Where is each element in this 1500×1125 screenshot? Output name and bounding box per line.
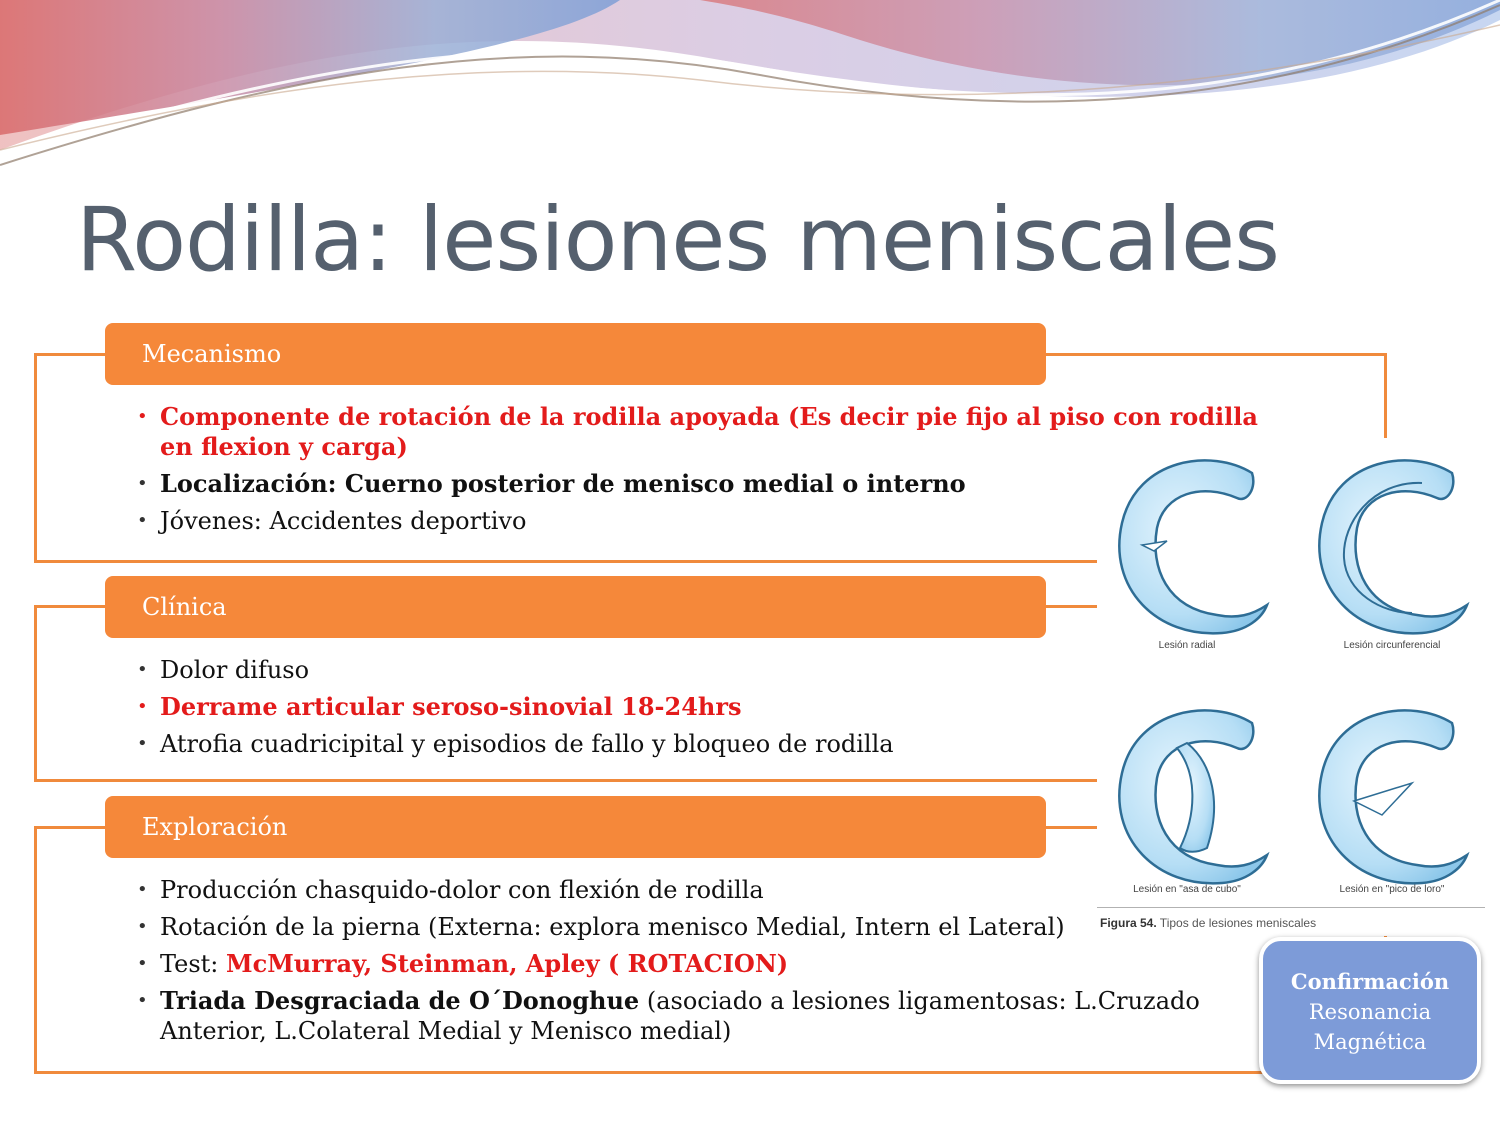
clinica-item-dolor: Dolor difuso xyxy=(160,656,310,684)
list-item xyxy=(137,875,1237,905)
exploracion-header: Exploración xyxy=(105,796,1046,858)
mecanismo-item-rotacion: Componente de rotación de la rodilla apoyada (Es decir pie fijo al piso con rodilla en flexion y carga) xyxy=(160,402,1258,461)
list-item xyxy=(137,729,1137,759)
label-parrot-beak: Lesión en "pico de loro" xyxy=(1339,884,1445,895)
exploracion-item-rotacion: Rotación de la pierna (Externa: explora menisco Medial, Intern el Lateral) xyxy=(160,913,1065,941)
exploracion-item-chasquido: Producción chasquido-dolor con flexión de rodilla xyxy=(160,876,764,904)
label-radial: Lesión radial xyxy=(1158,640,1216,651)
meniscus-illustrations xyxy=(1097,438,1485,908)
list-item xyxy=(137,692,1137,722)
confirmation-title: Confirmación xyxy=(1290,969,1450,994)
figure-caption-number: Figura 54. xyxy=(1100,916,1157,930)
meniscal-lesions-figure xyxy=(1097,438,1485,936)
figure-caption xyxy=(1100,916,1316,930)
mecanismo-item-localizacion: Localización: Cuerno posterior de menisco medial o interno xyxy=(160,469,966,498)
list-item xyxy=(137,655,1137,685)
meniscus-parrot-beak-icon xyxy=(1319,710,1467,883)
confirmation-box xyxy=(1259,937,1481,1084)
mecanismo-header: Mecanismo xyxy=(105,323,1046,385)
confirmation-line2: Magnética xyxy=(1313,1030,1427,1054)
clinica-list xyxy=(137,655,1137,766)
figure-caption-text: Tipos de lesiones meniscales xyxy=(1156,916,1317,930)
label-circumferential: Lesión circunferencial xyxy=(1343,640,1441,651)
exploracion-item-triada-title: Triada Desgraciada de O´Donoghue xyxy=(160,986,640,1015)
exploracion-item-triada-desc: (asociado a lesiones ligamentosas: L.Cruzado Anterior, L.Colateral Medial y Menisco medial) xyxy=(160,987,1200,1045)
list-item xyxy=(137,986,1237,1046)
meniscus-radial-icon xyxy=(1119,460,1267,633)
clinica-header: Clínica xyxy=(105,576,1046,638)
exploracion-item-test-names: McMurray, Steinman, Apley ( ROTACION) xyxy=(226,949,789,978)
meniscus-circumferential-icon xyxy=(1319,460,1467,633)
list-item xyxy=(137,912,1237,942)
clinica-item-atrofia: Atrofia cuadricipital y episodios de fallo y bloqueo de rodilla xyxy=(160,730,894,758)
exploracion-list xyxy=(137,875,1237,1053)
clinica-item-derrame: Derrame articular seroso-sinovial 18-24hrs xyxy=(160,692,742,721)
list-item xyxy=(137,949,1237,979)
confirmation-line1: Resonancia xyxy=(1308,1000,1432,1024)
meniscus-bucket-handle-icon xyxy=(1119,710,1267,883)
decorative-wave-banner xyxy=(0,0,1500,180)
exploracion-item-test-prefix: Test: xyxy=(160,950,227,978)
slide-title: Rodilla: lesiones meniscales xyxy=(76,188,1279,291)
mecanismo-item-jovenes: Jóvenes: Accidentes deportivo xyxy=(160,507,527,535)
label-bucket-handle: Lesión en "asa de cubo" xyxy=(1133,884,1241,895)
